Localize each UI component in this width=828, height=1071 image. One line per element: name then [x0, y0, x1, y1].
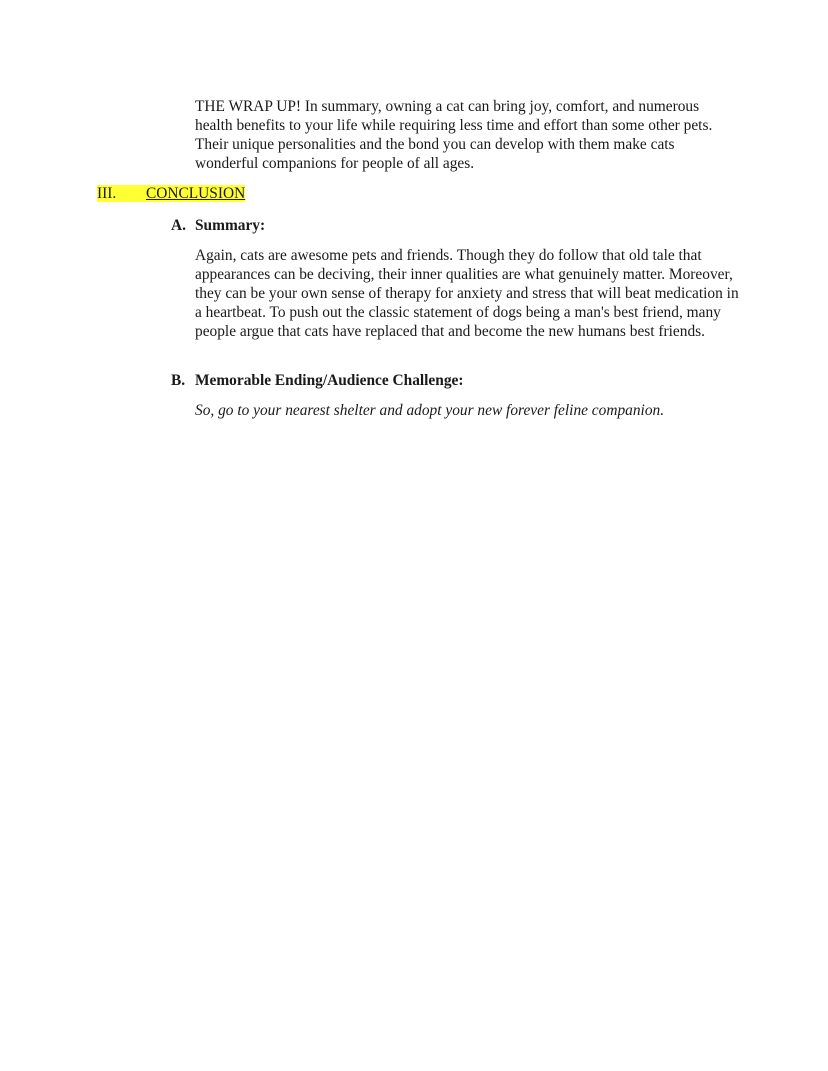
subsection-title: Memorable Ending/Audience Challenge:	[195, 372, 464, 389]
subsection-heading-summary	[171, 216, 265, 236]
summary-paragraph: Again, cats are awesome pets and friends. Though they do follow that old tale that appearances can be deciving, their inner qualities are what genuinely matter. Moreover, they can be your own sense of therapy for anxiety and stress that will beat medication in a heartbeat. To push out the classic statement of dogs being a man's best friend, many people argue that cats have replaced that and become the new humans best friends.	[195, 247, 739, 340]
section-heading-conclusion	[97, 184, 245, 204]
subsection-letter: B.	[171, 372, 186, 389]
section-numeral: III.	[97, 185, 117, 202]
intro-paragraph: THE WRAP UP! In summary, owning a cat can bring joy, comfort, and numerous health benefits to your life while requiring less time and effort than some other pets. Their unique personalities and the bond you can develop with them make cats wonderful companions for people of all ages.	[195, 98, 713, 172]
ending-paragraph: So, go to your nearest shelter and adopt your new forever feline companion.	[195, 402, 665, 419]
subsection-title: Summary:	[195, 217, 266, 234]
section-title: CONCLUSION	[146, 185, 246, 202]
subsection-heading-ending	[171, 371, 463, 391]
subsection-letter: A.	[171, 217, 186, 234]
